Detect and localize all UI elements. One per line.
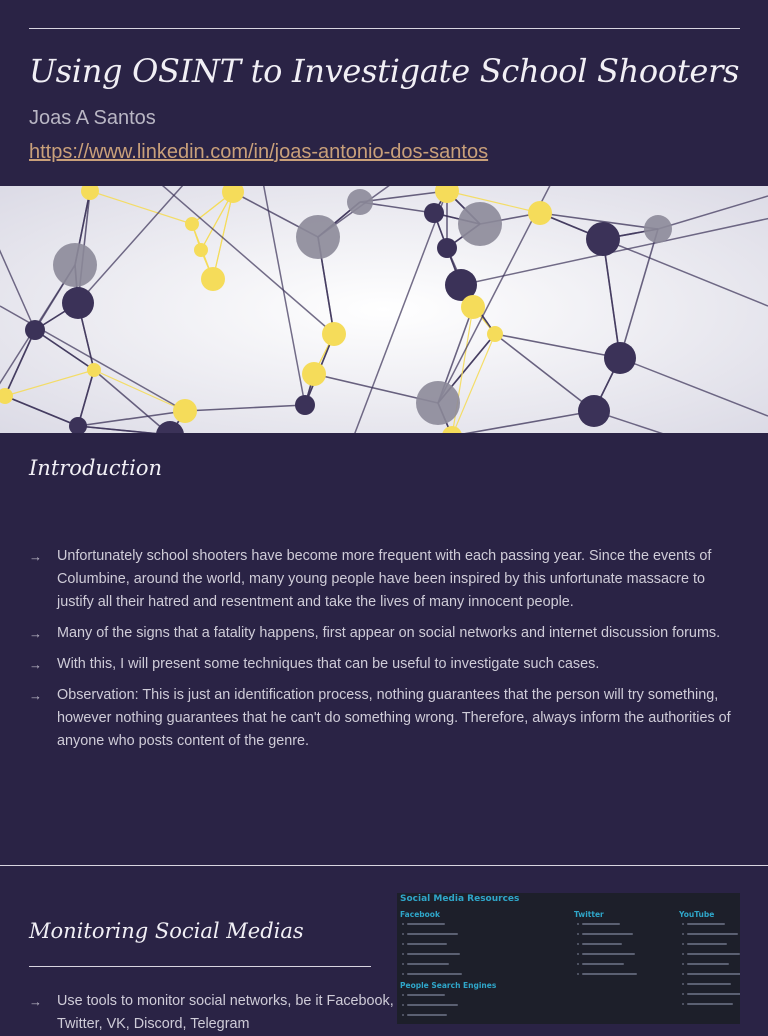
thumbnail-dot xyxy=(402,963,404,965)
thumbnail-line xyxy=(582,963,624,965)
bullet-item xyxy=(29,684,734,753)
thumbnail-dot xyxy=(402,1014,404,1016)
thumbnail-line xyxy=(687,933,738,935)
thumbnail-line xyxy=(582,943,622,945)
introduction-heading: Introduction xyxy=(29,456,162,480)
thumbnail-line xyxy=(407,1004,458,1006)
thumbnail-line xyxy=(407,963,449,965)
thumbnail-line xyxy=(407,923,445,925)
thumbnail-dot xyxy=(577,923,579,925)
thumbnail-dot xyxy=(682,943,684,945)
thumbnail-line xyxy=(582,973,637,975)
thumbnail-line xyxy=(582,953,635,955)
linkedin-link[interactable]: https://www.linkedin.com/in/joas-antonio-dos-santos xyxy=(29,141,489,163)
thumbnail-line xyxy=(407,994,445,996)
monitoring-bullet xyxy=(29,990,397,1036)
arrow-icon: → xyxy=(29,688,42,703)
bullet-text: Many of the signs that a fatality happens, first appear on social networks and internet discussion forums. xyxy=(57,625,721,641)
thumbnail-dot xyxy=(577,973,579,975)
thumbnail-dot xyxy=(682,973,684,975)
thumbnail-dot xyxy=(682,953,684,955)
thumbnail-dot xyxy=(682,993,684,995)
bullet-text: Observation: This is just an identification process, nothing guarantees that the person will try something, however nothing guarantees that he can't do something wrong. Therefore, always inform the authorities of anyone who posts content of the genre. xyxy=(57,687,731,749)
thumbnail-dot xyxy=(682,1003,684,1005)
thumbnail-dot xyxy=(402,953,404,955)
author-name: Joas A Santos xyxy=(29,107,156,129)
thumbnail-col-twitter: Twitter xyxy=(574,910,604,919)
thumbnail-line xyxy=(407,1014,447,1016)
bullet-item xyxy=(29,653,734,676)
thumbnail-col-facebook: Facebook xyxy=(400,910,440,919)
thumbnail-dot xyxy=(577,963,579,965)
arrow-icon: → xyxy=(29,994,42,1009)
top-rule xyxy=(29,28,740,29)
thumbnail-line xyxy=(407,943,447,945)
thumbnail-col-youtube: YouTube xyxy=(679,910,715,919)
thumbnail-line xyxy=(407,933,458,935)
thumbnail-line xyxy=(687,993,740,995)
thumbnail-line xyxy=(687,983,731,985)
thumbnail-line xyxy=(687,953,740,955)
thumbnail-dot xyxy=(682,923,684,925)
slide-title: Using OSINT to Investigate School Shooters xyxy=(29,52,740,90)
thumbnail-dot xyxy=(577,953,579,955)
thumbnail-dot xyxy=(577,933,579,935)
bullet-text: With this, I will present some techniques that can be useful to investigate such cases. xyxy=(57,656,600,672)
thumbnail-col-people-search: People Search Engines xyxy=(400,981,497,990)
thumbnail-dot xyxy=(402,973,404,975)
thumbnail-dot xyxy=(402,943,404,945)
thumbnail-dot xyxy=(402,1004,404,1006)
social-media-resources-thumbnail xyxy=(397,893,740,1024)
thumbnail-line xyxy=(582,933,633,935)
thumbnail-line xyxy=(407,953,460,955)
thumbnail-title: Social Media Resources xyxy=(400,894,520,904)
thumbnail-dot xyxy=(682,963,684,965)
thumbnail-line xyxy=(687,973,740,975)
thumbnail-dot xyxy=(577,943,579,945)
bullet-text: Unfortunately school shooters have become more frequent with each passing year. Since the events of Columbine, around the world, many young people have been inspired by this unfortunate massacre to justify all their hatred and resentment and take the lives of many innocent people. xyxy=(57,548,712,610)
thumbnail-line xyxy=(582,923,620,925)
thumbnail-line xyxy=(687,963,729,965)
arrow-icon: → xyxy=(29,657,42,672)
thumbnail-dot xyxy=(402,994,404,996)
slide-divider xyxy=(0,865,768,866)
thumbnail-dot xyxy=(402,923,404,925)
thumbnail-line xyxy=(687,923,725,925)
thumbnail-dot xyxy=(682,983,684,985)
arrow-icon: → xyxy=(29,626,42,641)
bullet-text: Use tools to monitor social networks, be it Facebook, Twitter, VK, Discord, Telegram xyxy=(57,993,394,1032)
arrow-icon: → xyxy=(29,549,42,564)
monitoring-rule xyxy=(29,966,371,967)
introduction-bullets xyxy=(29,545,734,761)
thumbnail-line xyxy=(687,943,727,945)
monitoring-heading: Monitoring Social Medias xyxy=(29,919,304,943)
thumbnail-dot xyxy=(402,933,404,935)
thumbnail-line xyxy=(687,1003,733,1005)
thumbnail-dot xyxy=(682,933,684,935)
network-banner-image xyxy=(0,186,768,433)
thumbnail-line xyxy=(407,973,462,975)
bullet-item xyxy=(29,622,734,645)
bullet-item xyxy=(29,545,734,614)
